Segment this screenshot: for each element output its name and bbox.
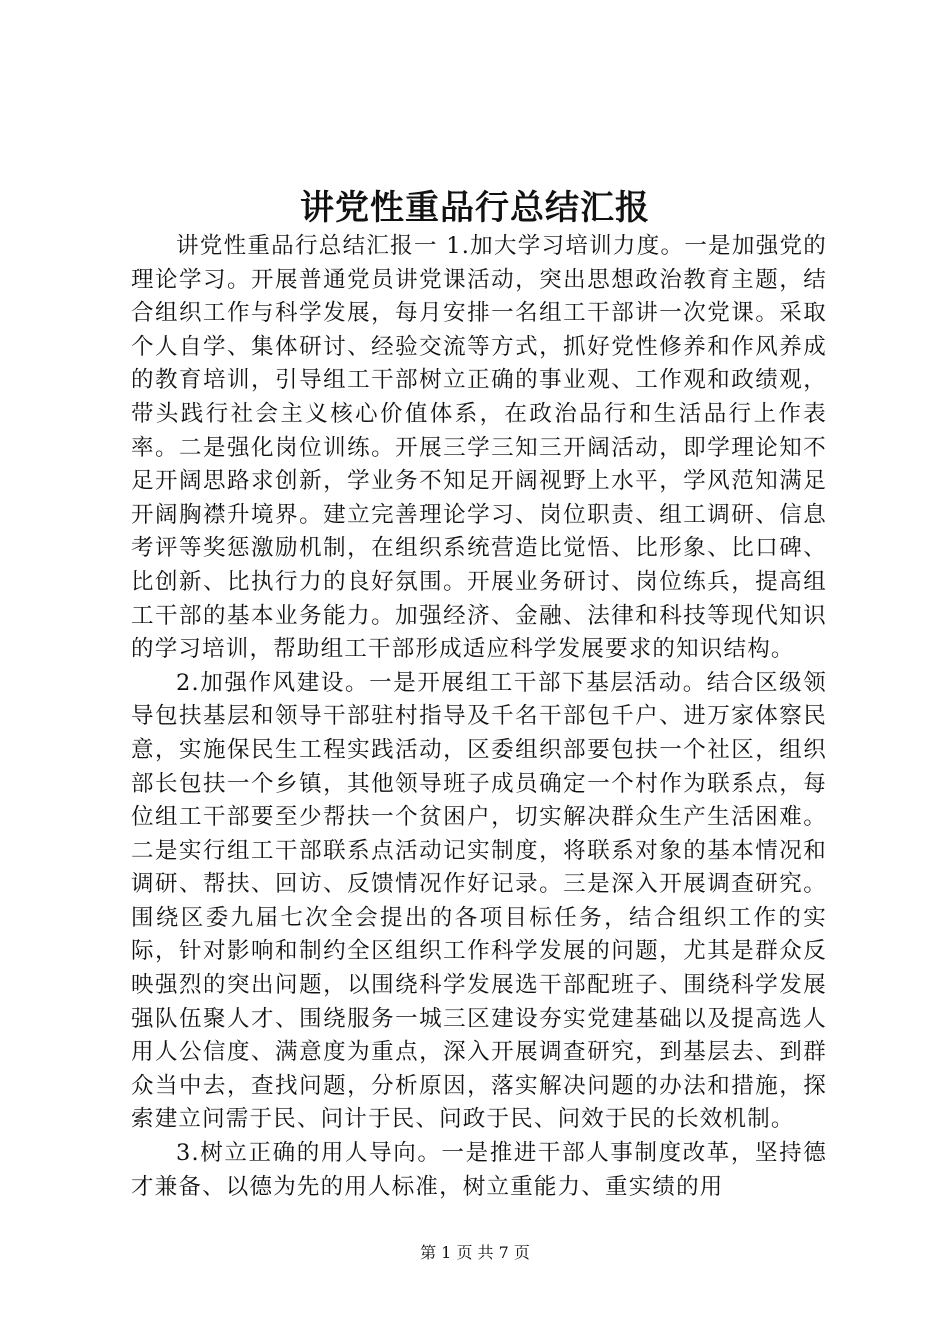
paragraph-2: 2.加强作风建设。一是开展组工干部下基层活动。结合区级领导包扶基层和领导干部驻村指导及千名干部包千户、进万家体察民意，实施保民生工程实践活动，区委组织部要包扶一个社区，组织部长包扶一个乡镇，其他领导班子成员确定一个村作为联系点，每位组工干部要至少帮扶一个贫困户，切实解决群众生产生活困难。二是实行组工干部联系点活动记实制度，将联系对象的基本情况和调研、帮扶、回访、反馈情况作好记录。三是深入开展调查研究。围绕区委九届七次全会提出的各项目标任务，结合组织工作的实际，针对影响和制约全区组织工作科学发展的问题，尤其是群众反映强烈的突出问题，以围绕科学发展选干部配班子、围绕科学发展强队伍聚人才、围绕服务一城三区建设夯实党建基础以及提高选人用人公信度、满意度为重点，深入开展调查研究，到基层去、到群众当中去，查找问题，分析原因，落实解决问题的办法和措施，探索建立问需于民、问计于民、问政于民、问效于民的长效机制。 — [131, 669, 827, 1133]
page-number-footer: 第 1 页 共 7 页 — [420, 1243, 530, 1262]
paragraph-3: 3.树立正确的用人导向。一是推进干部人事制度改革，坚持德才兼备、以德为先的用人标准，树立重能力、重实绩的用 — [131, 1140, 827, 1200]
paragraph-1: 讲党性重品行总结汇报一 1.加大学习培训力度。一是加强党的理论学习。开展普通党员讲党课活动，突出思想政治教育主题，结合组织工作与科学发展，每月安排一名组工干部讲一次党课。采取个人自学、集体研讨、经验交流等方式，抓好党性修养和作风养成的教育培训，引导组工干部树立正确的事业观、工作观和政绩观，带头践行社会主义核心价值体系，在政治品行和生活品行上作表率。二是强化岗位训练。开展三学三知三开阔活动，即学理论知不足开阔思路求创新，学业务不知足开阔视野上水平，学风范知满足开阔胸襟升境界。建立完善理论学习、岗位职责、组工调研、信息考评等奖惩激励机制，在组织系统营造比觉悟、比形象、比口碑、比创新、比执行力的良好氛围。开展业务研讨、岗位练兵，提高组工干部的基本业务能力。加强经济、金融、法律和科技等现代知识的学习培训，帮助组工干部形成适应科学发展要求的知识结构。 — [131, 233, 827, 663]
document-title: 讲党性重品行总结汇报 — [300, 188, 650, 228]
document-body — [131, 230, 827, 1204]
